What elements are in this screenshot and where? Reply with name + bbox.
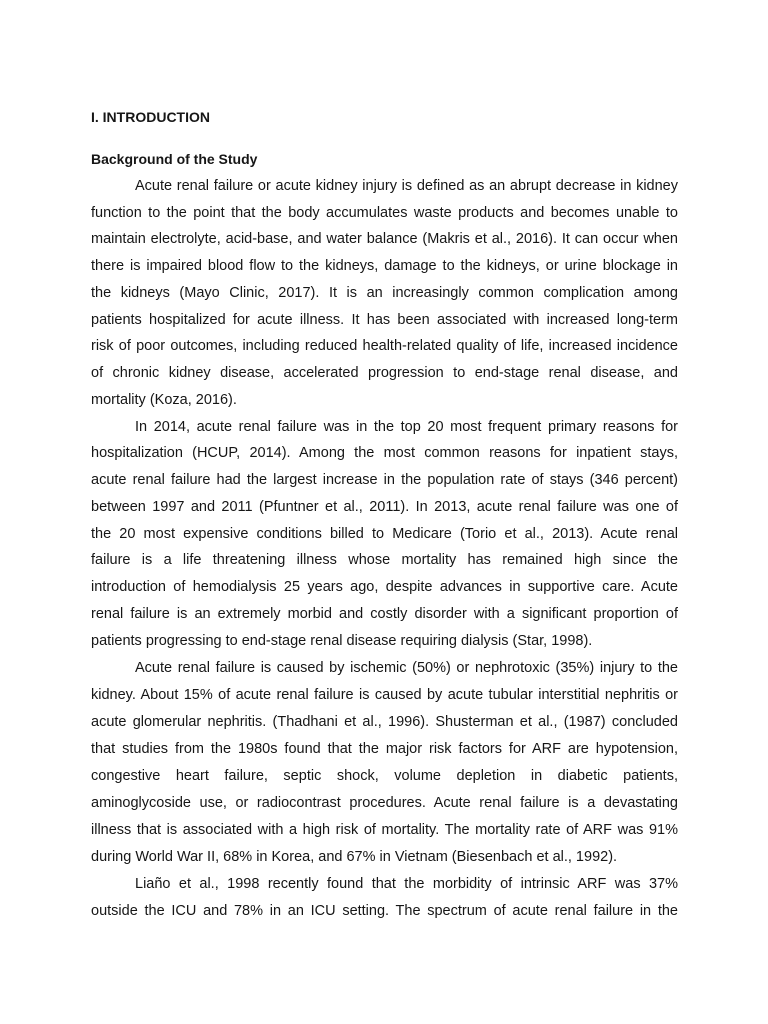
body-line: of chronic kidney disease, accelerated progression to end-stage renal disease, and [91,365,678,381]
body-line: patients hospitalized for acute illness. It has been associated with increased long-term [91,312,678,328]
body-line: between 1997 and 2011 (Pfuntner et al., 2011). In 2013, acute renal failure was one of [91,499,678,515]
body-line: In 2014, acute renal failure was in the top 20 most frequent primary reasons for [135,419,678,435]
body-line: there is impaired blood flow to the kidneys, damage to the kidneys, or urine blockage in [91,258,678,274]
body-line: patients progressing to end-stage renal disease requiring dialysis (Star, 1998). [91,633,593,649]
body-line: renal failure is an extremely morbid and costly disorder with a significant proportion of [91,606,678,622]
body-line: maintain electrolyte, acid-base, and water balance (Makris et al., 2016). It can occur when [91,231,678,247]
subheading: Background of the Study [91,151,258,167]
body-line: during World War II, 68% in Korea, and 67% in Vietnam (Biesenbach et al., 1992). [91,849,618,865]
body-line: that studies from the 1980s found that the major risk factors for ARF are hypotension, [91,741,678,757]
body-line: Liaño et al., 1998 recently found that the morbidity of intrinsic ARF was 37% [135,876,678,892]
body-line: outside the ICU and 78% in an ICU setting. The spectrum of acute renal failure in the [91,903,678,919]
body-line: aminoglycoside use, or radiocontrast procedures. Acute renal failure is a devastating [91,795,678,811]
body-line: the kidneys (Mayo Clinic, 2017). It is an increasingly common complication among [91,285,678,301]
body-line: kidney. About 15% of acute renal failure is caused by acute tubular interstitial nephritis or [91,687,678,703]
body-line: illness that is associated with a high risk of mortality. The mortality rate of ARF was 91% [91,822,678,838]
body-line: failure is a life threatening illness whose mortality has remained high since the [91,552,678,568]
body-line: acute renal failure had the largest increase in the population rate of stays (346 percent) [91,472,678,488]
body-line: congestive heart failure, septic shock, volume depletion in diabetic patients, [91,768,678,784]
body-line: mortality (Koza, 2016). [91,392,237,408]
body-line: introduction of hemodialysis 25 years ago, despite advances in supportive care. Acute [91,579,678,595]
body-line: Acute renal failure or acute kidney injury is defined as an abrupt decrease in kidney [135,178,678,194]
body-line: Acute renal failure is caused by ischemic (50%) or nephrotoxic (35%) injury to the [135,660,678,676]
body-line: function to the point that the body accumulates waste products and becomes unable to [91,205,678,221]
body-line: the 20 most expensive conditions billed to Medicare (Torio et al., 2013). Acute renal [91,526,678,542]
body-line: risk of poor outcomes, including reduced health-related quality of life, increased incidence [91,338,678,354]
section-heading: I. INTRODUCTION [91,109,210,125]
body-line: acute glomerular nephritis. (Thadhani et al., 1996). Shusterman et al., (1987) concluded [91,714,678,730]
body-line: hospitalization (HCUP, 2014). Among the most common reasons for inpatient stays, [91,445,678,461]
